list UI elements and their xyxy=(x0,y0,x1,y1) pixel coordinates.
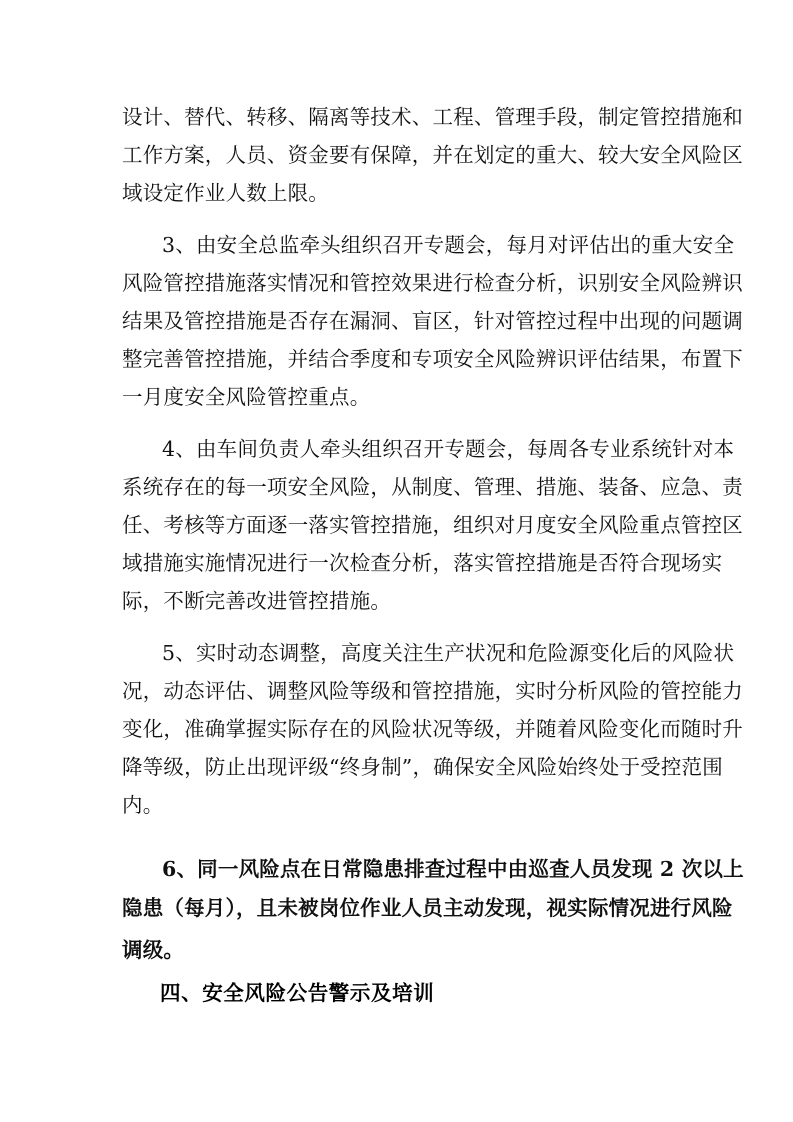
paragraph-line: 一月度安全风险管控重点。 xyxy=(122,385,371,409)
paragraph-4-first-line: 4、由车间负责人牵头组织召开专题会，每周各专业系统针对本 xyxy=(162,437,735,461)
paragraph-line: 工作方案，人员、资金要有保障，并在划定的重大、较大安全风险区 xyxy=(122,143,743,167)
paragraph-line: 调级。 xyxy=(122,938,185,962)
paragraph-line: 际，不断完善改进管控措施。 xyxy=(122,589,392,613)
paragraph-6-first-line: 6、同一风险点在日常隐患排查过程中由巡查人员发现 2 次以上 xyxy=(162,857,744,881)
paragraph-line: 变化，准确掌握实际存在的风险状况等级，并随着风险变化而随时升 xyxy=(122,717,743,741)
paragraph-line: 系统存在的每一项安全风险，从制度、管理、措施、装备、应急、责 xyxy=(122,475,743,499)
section-heading: 四、安全风险公告警示及培训 xyxy=(160,981,435,1005)
paragraph-line: 域措施实施情况进行一次检查分析，落实管控措施是否符合现场实 xyxy=(122,551,723,575)
paragraph-5-first-line: 5、实时动态调整，高度关注生产状况和危险源变化后的风险状 xyxy=(162,641,735,665)
paragraph-line: 结果及管控措施是否存在漏洞、盲区，针对管控过程中出现的问题调 xyxy=(122,309,743,333)
paragraph-line: 内。 xyxy=(122,793,164,817)
paragraph-line: 任、考核等方面逐一落实管控措施，组织对月度安全风险重点管控区 xyxy=(122,513,743,537)
paragraph-line: 隐患（每月），且未被岗位作业人员主动发现，视实际情况进行风险 xyxy=(122,896,733,920)
paragraph-line: 整完善管控措施，并结合季度和专项安全风险辨识评估结果，布置下 xyxy=(122,347,743,371)
paragraph-line: 风险管控措施落实情况和管控效果进行检查分析，识别安全风险辨识 xyxy=(122,271,743,295)
paragraph-3-first-line: 3、由安全总监牵头组织召开专题会，每月对评估出的重大安全 xyxy=(162,233,735,257)
paragraph-line: 况，动态评估、调整风险等级和管控措施，实时分析风险的管控能力 xyxy=(122,679,743,703)
paragraph-line: 域设定作业人数上限。 xyxy=(122,181,329,205)
paragraph-line: 降等级，防止出现评级“终身制”，确保安全风险始终处于受控范围 xyxy=(122,755,723,779)
paragraph-line: 设计、替代、转移、隔离等技术、工程、管理手段，制定管控措施和 xyxy=(122,105,743,129)
